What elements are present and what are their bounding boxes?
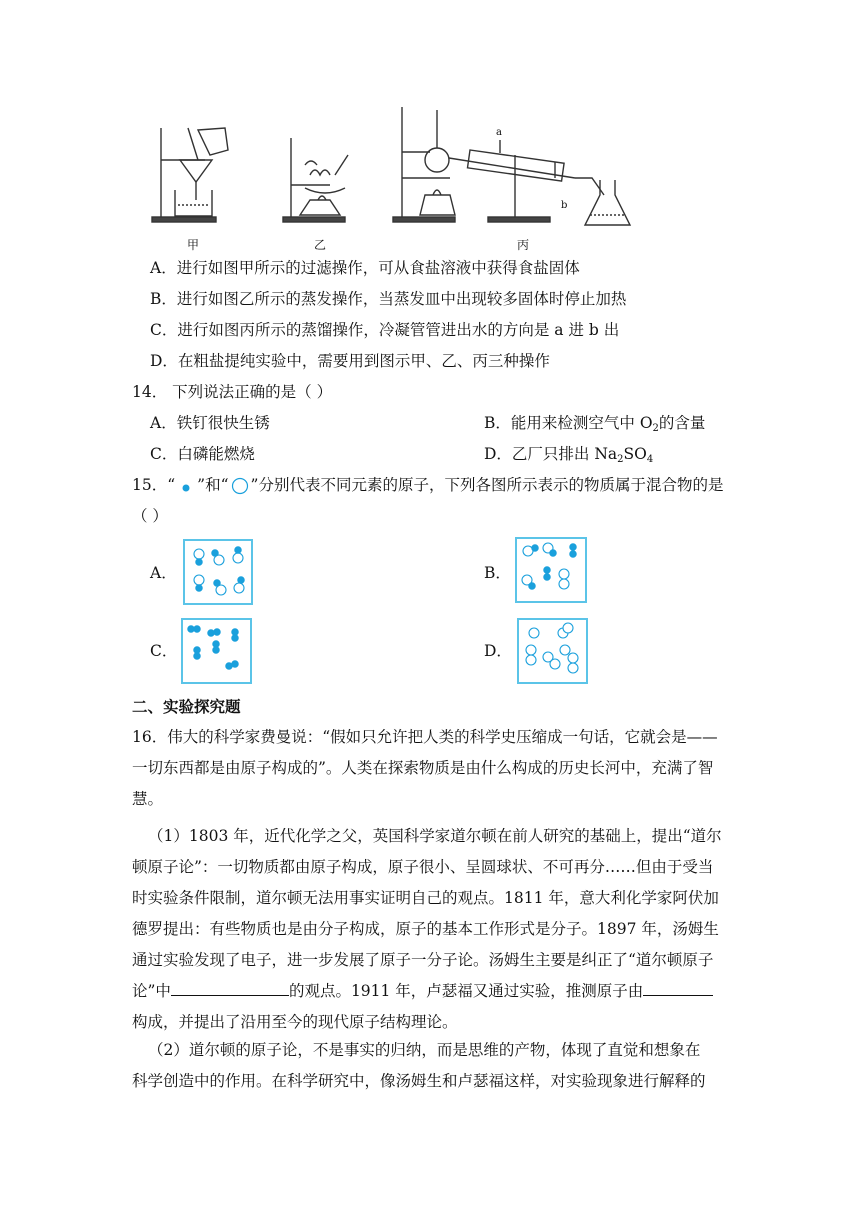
q15-label-b: B． bbox=[484, 564, 511, 582]
label-a: a bbox=[496, 127, 502, 138]
caption-yi: 乙 bbox=[314, 238, 327, 252]
q16-line-3: 慧。 bbox=[132, 790, 164, 808]
q15-label-d: D． bbox=[484, 642, 512, 660]
q15-label-a: A． bbox=[150, 564, 177, 582]
answer-blank-2[interactable] bbox=[643, 980, 713, 996]
q16-p1-line-2: 顿原子论”：一切物质都由原子构成，原子很小、呈圆球状、不可再分……但由于受当 bbox=[132, 858, 714, 876]
molecule-box-b bbox=[515, 537, 587, 603]
section-heading: 二、实验探究题 bbox=[132, 698, 241, 716]
q16-p1-line-5: 通过实验发现了电子，进一步发展了原子一分子论。汤姆生主要是纠正了“道尔顿原子 bbox=[132, 951, 714, 969]
molecule-box-d bbox=[517, 618, 588, 684]
q16-p2-line-2: 科学创造中的作用。在科学研究中，像汤姆生和卢瑟福这样，对实验现象进行解释的 bbox=[132, 1072, 706, 1090]
q14-option-b: B．能用来检测空气中 $O_2$的含量 bbox=[484, 414, 706, 434]
q14-option-d: D．乙厂只排出 $Na_2SO_4$ bbox=[484, 445, 654, 465]
caption-bing: 丙 bbox=[517, 238, 530, 252]
q16-p1-line-4: 德罗提出：有些物质也是由分子构成，原子的基本工作形式是分子。1897 年，汤姆生 bbox=[132, 920, 719, 938]
label-b: b bbox=[561, 200, 568, 211]
lab-apparatus-figure bbox=[0, 0, 860, 250]
answer-blank-1[interactable] bbox=[171, 980, 289, 996]
q14-option-c: C．白磷能燃烧 bbox=[150, 445, 255, 463]
q15-stem: 15．“ ”和“ ”分别代表不同元素的原子，下列各图所示表示的物质属于混合物的是 bbox=[132, 476, 724, 494]
q15-stem-line2: （ ） bbox=[132, 507, 168, 525]
molecule-box-a bbox=[183, 539, 253, 605]
molecule-box-c bbox=[181, 618, 252, 684]
q16-p1-line-1: （1）1803 年，近代化学之父，英国科学家道尔顿在前人研究的基础上，提出“道尔 bbox=[148, 827, 722, 845]
filled-atom-icon bbox=[175, 478, 197, 494]
q16-p1-line-3: 时实验条件限制，道尔顿无法用事实证明自己的观点。1811 年，意大利化学家阿伏加 bbox=[132, 889, 719, 907]
caption-jia: 甲 bbox=[187, 238, 200, 252]
q16-line-2: 一切东西都是由原子构成的”。人类在探索物质是由什么构成的历史长河中，充满了智 bbox=[132, 759, 714, 777]
q16-p2-line-1: （2）道尔顿的原子论，不是事实的归纳，而是思维的产物，体现了直觉和想象在 bbox=[148, 1041, 701, 1059]
q13-option-b: B．进行如图乙所示的蒸发操作，当蒸发皿中出现较多固体时停止加热 bbox=[150, 290, 627, 308]
hollow-atom-icon bbox=[229, 476, 251, 496]
q14-stem: 14． 下列说法正确的是（ ） bbox=[132, 383, 333, 401]
q15-label-c: C． bbox=[150, 642, 178, 660]
q13-option-d: D．在粗盐提纯实验中，需要用到图示甲、乙、丙三种操作 bbox=[150, 352, 550, 370]
q16-p1-line-7: 构成，并提出了沿用至今的现代原子结构理论。 bbox=[132, 1013, 458, 1031]
q16-line-1: 16．伟大的科学家费曼说：“假如只允许把人类的科学史压缩成一句话，它就会是—— bbox=[132, 728, 718, 746]
q16-p1-line-6: 论”中 的观点。1911 年，卢瑟福又通过实验，推测原子由 bbox=[132, 980, 713, 1002]
q14-option-a: A．铁钉很快生锈 bbox=[150, 414, 270, 432]
q13-option-a: A．进行如图甲所示的过滤操作，可从食盐溶液中获得食盐固体 bbox=[150, 259, 580, 277]
q13-option-c: C．进行如图丙所示的蒸馏操作，冷凝管管进出水的方向是 a 进 b 出 bbox=[150, 321, 620, 339]
